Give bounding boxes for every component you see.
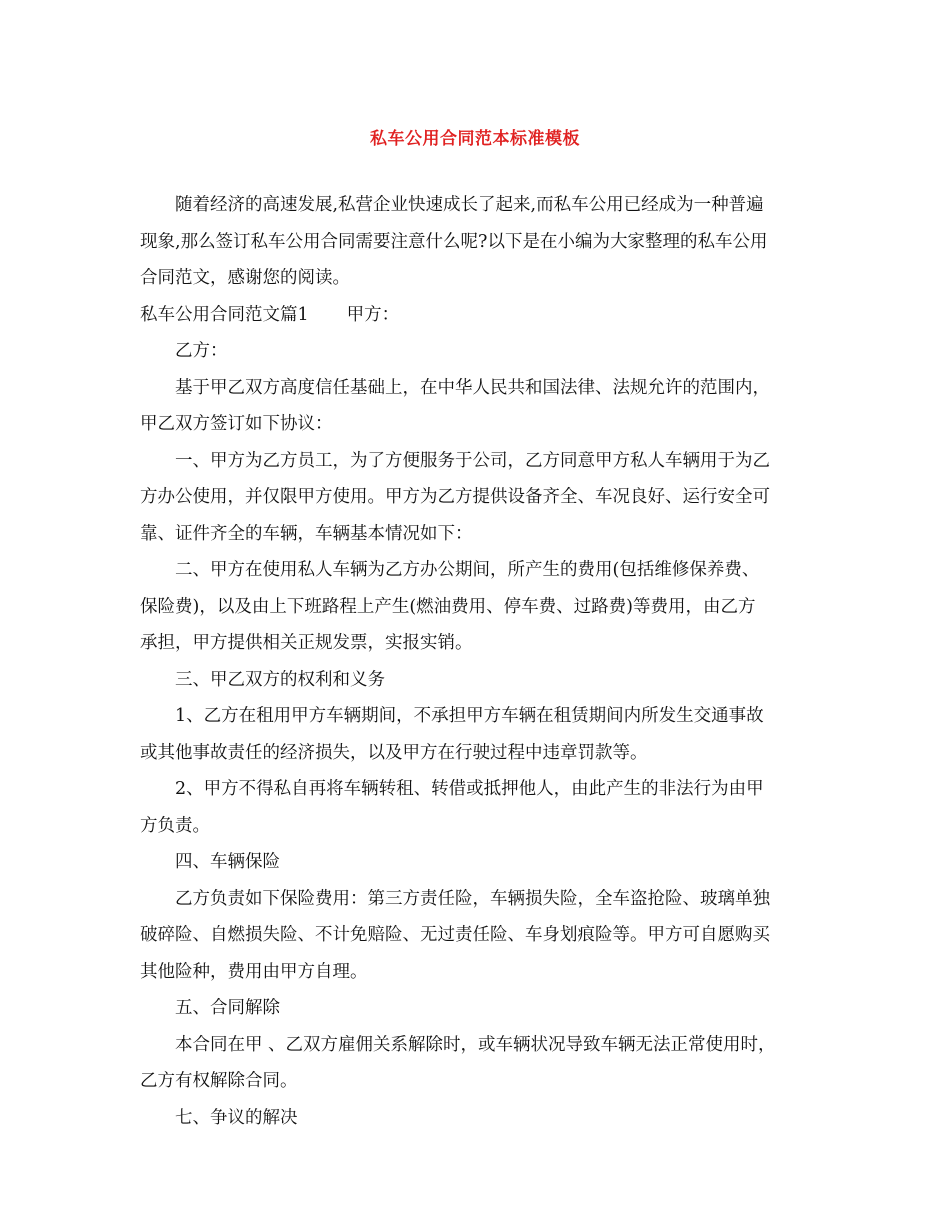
paragraph-line: 2、甲方不得私自再将车辆转租、转借或抵押他人，由此产生的非法行为由甲	[175, 779, 764, 799]
paragraph-line: 甲乙双方签订如下协议：	[140, 414, 333, 434]
paragraph-line: 本合同在甲 、乙双方雇佣关系解除时，或车辆状况导致车辆无法正常使用时，	[175, 1034, 776, 1055]
paragraph-line: 其他险种，费用由甲方自理。	[140, 961, 368, 982]
paragraph-line: 三、甲乙双方的权利和义务	[175, 669, 385, 690]
paragraph-line: 现象,那么签订私车公用合同需要注意什么呢?以下是在小编为大家整理的私车公用	[140, 231, 768, 252]
paragraph-line: 七、争议的解决	[175, 1107, 298, 1128]
section-heading-line	[140, 297, 830, 334]
paragraph-line: 二、甲方在使用私人车辆为乙方办公期间，所产生的费用(包括维修保养费、	[175, 560, 760, 580]
paragraph-line: 乙方有权解除合同。	[140, 1071, 298, 1091]
paragraph-line: 承担，甲方提供相关正规发票，实报实销。	[140, 633, 473, 653]
paragraph-line: 乙方：	[175, 341, 228, 361]
paragraph-line: 五、合同解除	[175, 998, 280, 1018]
paragraph-line: 保险费)，以及由上下班路程上产生(燃油费用、停车费、过路费)等费用，由乙方	[140, 596, 756, 617]
paragraph-line: 靠、证件齐全的车辆，车辆基本情况如下：	[140, 523, 473, 544]
paragraph-line: 乙方负责如下保险费用：第三方责任险，车辆损失险，全车盗抢险、玻璃单独	[175, 888, 770, 909]
paragraph-line: 或其他事故责任的经济损失，以及甲方在行驶过程中违章罚款等。	[140, 742, 648, 763]
paragraph-line: 1、乙方在租用甲方车辆期间，不承担甲方车辆在租赁期间内所发生交通事故	[175, 706, 764, 726]
document-body	[140, 187, 830, 1136]
paragraph-line: 合同范文，感谢您的阅读。	[140, 268, 350, 288]
paragraph-line: 四、车辆保险	[175, 852, 280, 872]
paragraph-line: 方办公使用，并仅限甲方使用。甲方为乙方提供设备齐全、车况良好、运行安全可	[140, 487, 770, 507]
paragraph-line: 随着经济的高速发展,私营企业快速成长了起来,而私车公用已经成为一种普遍	[175, 195, 764, 215]
document-title: 私车公用合同范本标准模板	[370, 129, 580, 149]
paragraph-line: 方负责。	[140, 815, 210, 836]
paragraph-line: 一、甲方为乙方员工，为了方便服务于公司，乙方同意甲方私人车辆用于为乙	[175, 450, 770, 471]
section-heading-left: 私车公用合同范文篇1	[140, 304, 309, 325]
section-heading-right: 甲方：	[346, 304, 400, 325]
paragraph-line: 破碎险、自燃损失险、不计免赔险、无过责任险、车身划痕险等。甲方可自愿购买	[140, 925, 770, 945]
paragraph-line: 基于甲乙双方高度信任基础上，在中华人民共和国法律、法规允许的范围内，	[175, 377, 770, 398]
